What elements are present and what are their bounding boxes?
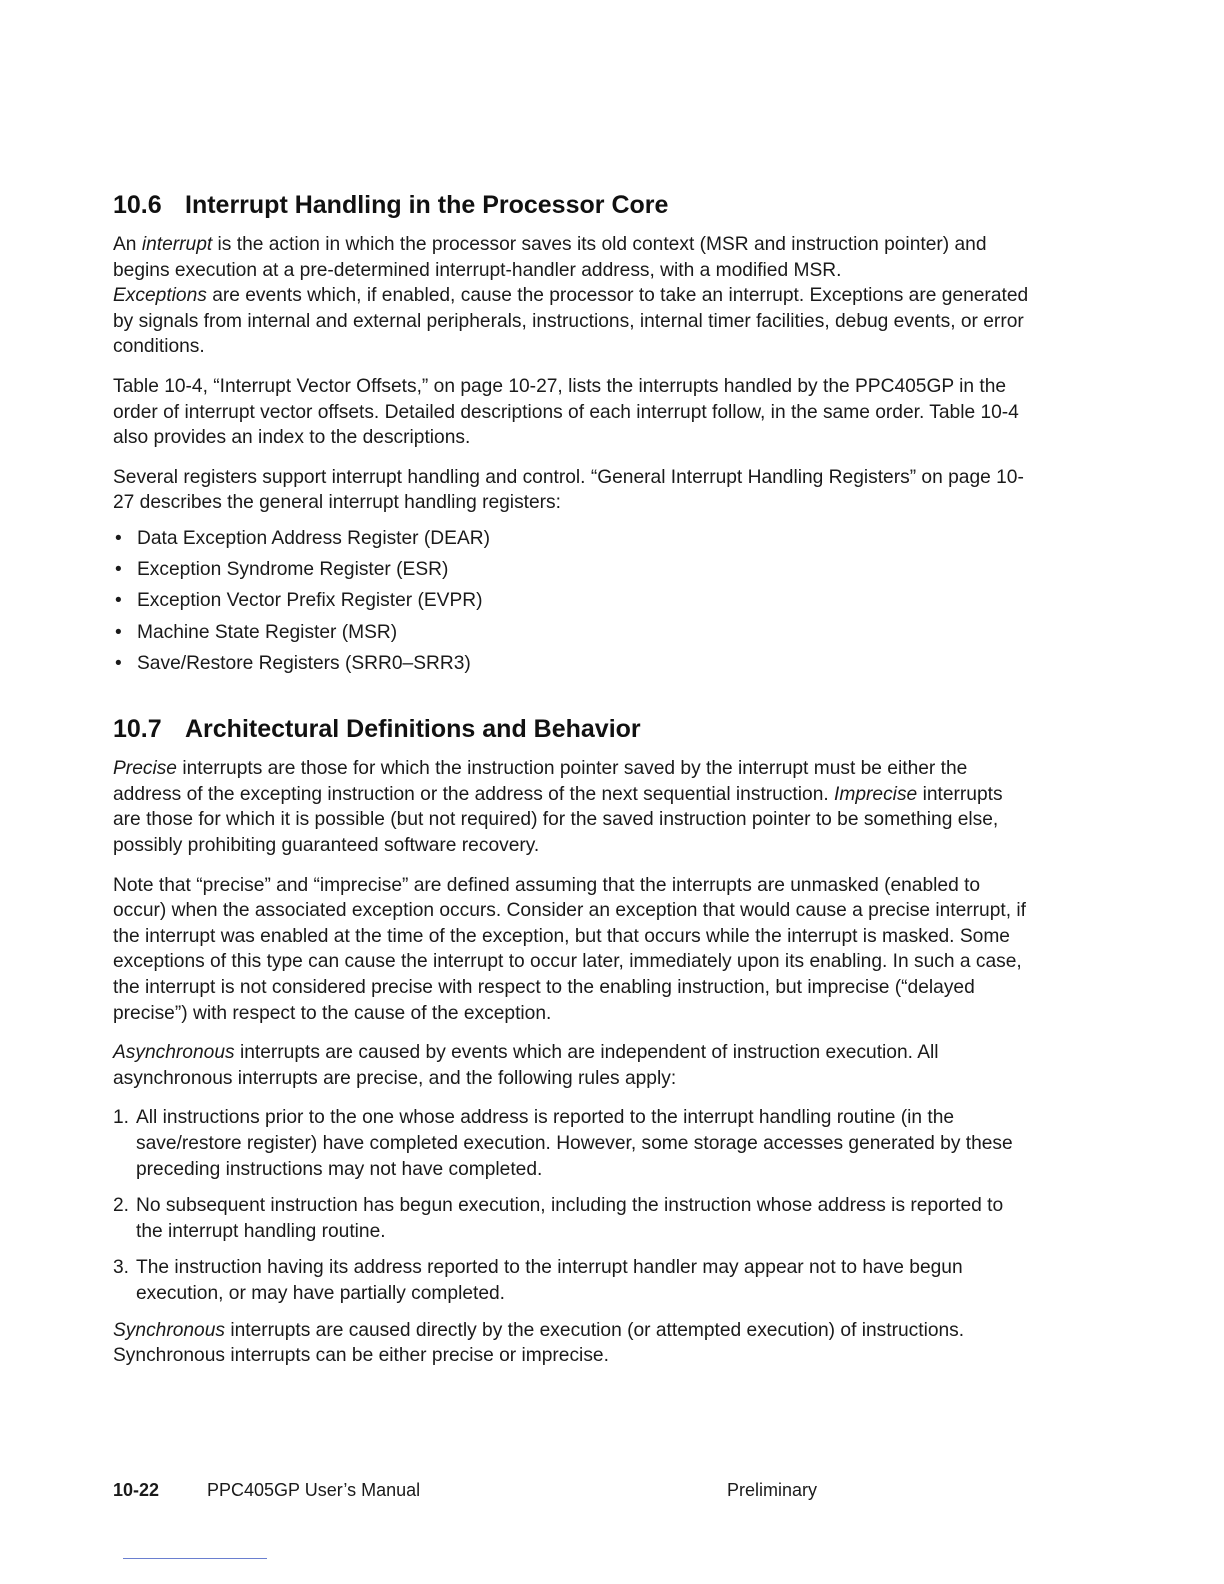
list-item: • Data Exception Address Register (DEAR) — [113, 526, 1033, 552]
manual-title: PPC405GP User’s Manual — [207, 1480, 421, 1500]
list-item: 3. The instruction having its address reported to the interrupt handler may appear not to have begun execution, or may have partially completed. — [113, 1257, 963, 1304]
section-number: 10.7 — [113, 715, 162, 744]
section-heading-10-7 — [113, 714, 1033, 744]
section-title: Interrupt Handling in the Processor Core — [185, 191, 669, 219]
list-number: 3. — [113, 1257, 130, 1279]
paragraph-table-reference: Table 10-4, “Interrupt Vector Offsets,” on page 10-27, lists the interrupts handled by the PPC405GP in the order of interrupt vector offsets. Detailed descriptions of each interrupt follow, in the same order. Table 10-4 also provides an index to the descriptions. — [113, 375, 1019, 449]
paragraph-masked-note: Note that “precise” and “imprecise” are defined assuming that the interrupts are unmasked (enabled to occur) when the associated exception occurs. Consider an exception that would cause a precise interrupt, if the interrupt was enabled at the time of the exception, but that occurs while the interrupt is masked. Some exceptions of this type can cause the interrupt to occur later, immediately upon its enabling. In such a case, the interrupt is not considered precise with respect to the enabling instruction, but imprecise (“delayed precise”) with respect to the cause of the exception. — [113, 874, 1026, 1024]
footer-rule — [123, 1558, 267, 1559]
list-number: 2. — [113, 1195, 130, 1217]
paragraph-synchronous: Synchronous interrupts are caused directly by the execution (or attempted execution) of instructions. Synchronous interrupts can be either precise or imprecise. — [113, 1319, 965, 1367]
list-item: • Exception Syndrome Register (ESR) — [113, 557, 1033, 583]
paragraph-precise-definition: Precise interrupts are those for which the instruction pointer saved by the interrupt must be either the address of the excepting instruction or the address of the next sequential instruction. Imprecise interrupts are those for which it is possible (but not required) for the saved instruction pointer to be something else, possibly prohibiting guaranteed software recovery. — [113, 758, 1003, 857]
section-heading-10-6 — [113, 190, 1033, 220]
paragraph-asynchronous: Asynchronous interrupts are caused by events which are independent of instruction execution. All asynchronous interrupts are precise, and the following rules apply: — [113, 1042, 939, 1089]
paragraph-registers-intro: Several registers support interrupt handling and control. “General Interrupt Handling Registers” on page 10-27 describes the general interrupt handling registers: — [113, 466, 1024, 514]
term-asynchronous: Asynchronous — [113, 1042, 235, 1064]
term-imprecise: Imprecise — [834, 783, 918, 805]
list-item: • Save/Restore Registers (SRR0–SRR3) — [113, 651, 1033, 677]
page-number: 10-22 — [113, 1480, 160, 1500]
section-number: 10.6 — [113, 191, 162, 219]
list-number: 1. — [113, 1107, 130, 1129]
list-item: 2. No subsequent instruction has begun execution, including the instruction whose address is reported to the interrupt handling routine. — [113, 1195, 1004, 1242]
list-item: 1. All instructions prior to the one whose address is reported to the interrupt handling routine (in the save/restore register) have completed execution. However, some storage accesses generated by these preceding instructions may not have completed. — [113, 1107, 1013, 1180]
document-body — [113, 190, 1033, 1369]
list-item: • Machine State Register (MSR) — [113, 620, 1033, 646]
term-exceptions: Exceptions — [113, 285, 207, 307]
term-synchronous: Synchronous — [113, 1319, 225, 1341]
term-interrupt: An interrupt — [113, 234, 213, 255]
list-item: • Exception Vector Prefix Register (EVPR) — [113, 588, 1033, 614]
section-title: Architectural Definitions and Behavior — [185, 715, 641, 744]
paragraph-interrupt-definition: An interrupt is the action in which the processor saves its old context (MSR and instruction pointer) and begins execution at a pre-determined interrupt-handler address, with a modified MSR. Exceptions are events which, if enabled, cause the processor to take an interrupt. Exceptions are generated by signals from internal and external peripherals, instructions, internal timer facilities, debug events, or error conditions. — [113, 234, 1029, 358]
register-list — [113, 526, 1033, 676]
asynchronous-rules-list — [113, 1105, 1033, 1306]
document-status: Preliminary — [727, 1480, 818, 1500]
term-precise: Precise — [113, 758, 177, 780]
